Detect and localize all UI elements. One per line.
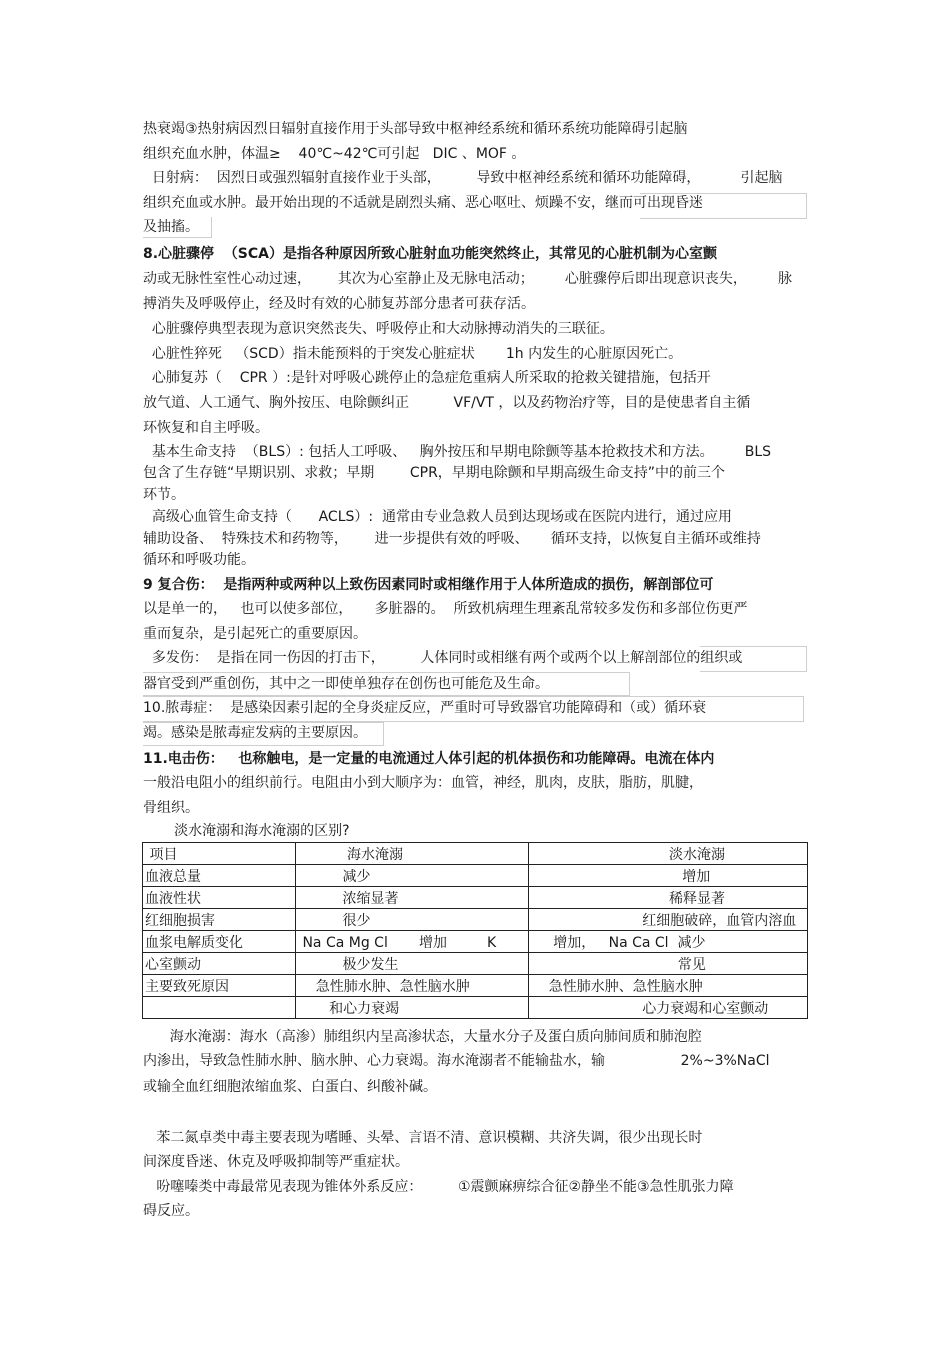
table-row bbox=[143, 887, 808, 909]
text-line: 一般沿电阻小的组织前行。电阻由小到大顺序为：血管，神经，肌肉，皮肤，脂肪，肌腱， bbox=[143, 775, 703, 791]
text-line: 间深度昏迷、休克及呼吸抑制等严重症状。 bbox=[143, 1154, 409, 1170]
table-row bbox=[143, 997, 808, 1019]
table-row bbox=[143, 843, 808, 865]
table-cell: 急性肺水肿、急性脑水肿 bbox=[296, 975, 529, 997]
text-line: 重而复杂，是引起死亡的重要原因。 bbox=[143, 626, 367, 642]
table-cell: 主要致死原因 bbox=[143, 975, 296, 997]
section-heading: 10.脓毒症： 是感染因素引起的全身炎症反应，严重时可导致器官功能障碍和（或）循环衰 bbox=[143, 700, 707, 716]
text-line: 碍反应。 bbox=[143, 1203, 199, 1219]
text-line: 环节。 bbox=[143, 487, 185, 503]
comparison-table bbox=[142, 842, 808, 1019]
table-cell: 血液总量 bbox=[143, 865, 296, 887]
text-line: 基本生命支持 （BLS）: 包括人工呼吸、 胸外按压和早期电除颤等基本抢救技术和方法。 BLS bbox=[143, 444, 772, 460]
text-line: 组织充血或水肿。最开始出现的不适就是剧烈头痛、恶心呕吐、烦躁不安，继而可出现昏迷 bbox=[143, 195, 703, 211]
text-line: 以是单一的， 也可以使多部位， 多脏器的。 所致机病理生理紊乱常较多发伤和多部位伤更严 bbox=[143, 601, 748, 617]
table-cell: 急性肺水肿、急性脑水肿 bbox=[529, 975, 808, 997]
text-line: 苯二氮卓类中毒主要表现为嗜睡、头晕、言语不清、意识模糊、共济失调，很少出现长时 bbox=[143, 1130, 703, 1146]
text-line: 循环和呼吸功能。 bbox=[143, 552, 255, 568]
text-line: 吩噻嗪类中毒最常见表现为锥体外系反应： ①震颤麻痹综合征②静坐不能③急性肌张力障 bbox=[143, 1179, 734, 1195]
table-cell: 项目 bbox=[143, 843, 296, 865]
text-line: 日射病： 因烈日或强烈辐射直接作业于头部， 导致中枢神经系统和循环功能障碍， 引起脑 bbox=[143, 170, 783, 186]
text-line: 环恢复和自主呼吸。 bbox=[143, 420, 269, 436]
table-cell bbox=[143, 997, 296, 1019]
table-cell: 红细胞损害 bbox=[143, 909, 296, 931]
table-cell: 增加， Na Ca Cl 减少 bbox=[529, 931, 808, 953]
table-cell: 淡水淹溺 bbox=[529, 843, 808, 865]
table-cell: 血液性状 bbox=[143, 887, 296, 909]
text-line: 动或无脉性室性心动过速， 其次为心室静止及无脉电活动； 心脏骤停后即出现意识丧失， 脉 bbox=[143, 271, 793, 287]
text-line: 心肺复苏（ CPR ）:是针对呼吸心跳停止的急症危重病人所采取的抢救关键措施，包括开 bbox=[143, 370, 711, 386]
text-line: 高级心血管生命支持（ ACLS）: 通常由专业急救人员到达现场或在医院内进行，通过应用 bbox=[143, 509, 733, 525]
table-cell: 常见 bbox=[529, 953, 808, 975]
text-line: 海水淹溺：海水（高渗）肺组织内呈高渗状态，大量水分子及蛋白质向肺间质和肺泡腔 bbox=[143, 1029, 702, 1045]
text-line: 或输全血红细胞浓缩血浆、白蛋白、纠酸补碱。 bbox=[143, 1079, 437, 1095]
table-row bbox=[143, 953, 808, 975]
table-row bbox=[143, 909, 808, 931]
table-cell: 浓缩显著 bbox=[296, 887, 529, 909]
table-cell: 和心力衰竭 bbox=[296, 997, 529, 1019]
text-line: 心脏骤停典型表现为意识突然丧失、呼吸停止和大动脉搏动消失的三联征。 bbox=[143, 321, 614, 337]
table-row bbox=[143, 865, 808, 887]
table-cell: 很少 bbox=[296, 909, 529, 931]
table-caption: 淡水淹溺和海水淹溺的区别? bbox=[143, 823, 350, 839]
text-line: 辅助设备、 特殊技术和药物等， 进一步提供有效的呼吸、 循环支持，以恢复自主循环或维持 bbox=[143, 531, 761, 547]
table-cell: 减少 bbox=[296, 865, 529, 887]
table-cell: 海水淹溺 bbox=[296, 843, 529, 865]
text-line: 多发伤： 是指在同一伤因的打击下， 人体同时或相继有两个或两个以上解剖部位的组织或 bbox=[143, 650, 743, 666]
text-line: 器官受到严重创伤，其中之一即使单独存在创伤也可能危及生命。 bbox=[143, 676, 549, 692]
table-cell: 增加 bbox=[529, 865, 808, 887]
table-cell: 心室颤动 bbox=[143, 953, 296, 975]
section-heading: 9 复合伤： 是指两种或两种以上致伤因素同时或相继作用于人体所造成的损伤，解剖部位可 bbox=[143, 577, 714, 593]
text-line: 骨组织。 bbox=[143, 800, 199, 816]
table-cell: 血浆电解质变化 bbox=[143, 931, 296, 953]
text-line: 搏消失及呼吸停止，经及时有效的心肺复苏部分患者可获存活。 bbox=[143, 296, 535, 312]
section-heading: 8.心脏骤停 （SCA）是指各种原因所致心脏射血功能突然终止，其常见的心脏机制为心室颤 bbox=[143, 246, 717, 262]
text-line: 内渗出，导致急性肺水肿、脑水肿、心力衰竭。海水淹溺者不能输盐水，输 2%~3%NaCl bbox=[143, 1053, 770, 1069]
text-line: 及抽搐。 bbox=[143, 219, 199, 235]
text-line: 包含了生存链“早期识别、求救；早期 CPR，早期电除颤和早期高级生命支持”中的前三个 bbox=[143, 465, 726, 481]
text-line: 放气道、人工通气、胸外按压、电除颤纠正 VF/VT ，以及药物治疗等，目的是使患者自主循 bbox=[143, 395, 751, 411]
text-line: 竭。感染是脓毒症发病的主要原因。 bbox=[143, 725, 367, 741]
section-heading: 11.电击伤： 也称触电，是一定量的电流通过人体引起的机体损伤和功能障碍。电流在体内 bbox=[143, 751, 715, 767]
table-row bbox=[143, 931, 808, 953]
table-row bbox=[143, 975, 808, 997]
text-line: 热衰竭③热射病因烈日辐射直接作用于头部导致中枢神经系统和循环系统功能障碍引起脑 bbox=[143, 121, 688, 137]
table-cell: 极少发生 bbox=[296, 953, 529, 975]
table-cell: 稀释显著 bbox=[529, 887, 808, 909]
table-cell: Na Ca Mg Cl 增加 K bbox=[296, 931, 529, 953]
text-line: 心脏性猝死 （SCD）指未能预料的于突发心脏症状 1h 内发生的心脏原因死亡。 bbox=[143, 346, 683, 362]
table-cell: 红细胞破碎，血管内溶血 bbox=[529, 909, 808, 931]
table-cell: 心力衰竭和心室颤动 bbox=[529, 997, 808, 1019]
text-line: 组织充血水肿，体温≥ 40℃~42℃可引起 DIC 、MOF 。 bbox=[143, 146, 526, 162]
